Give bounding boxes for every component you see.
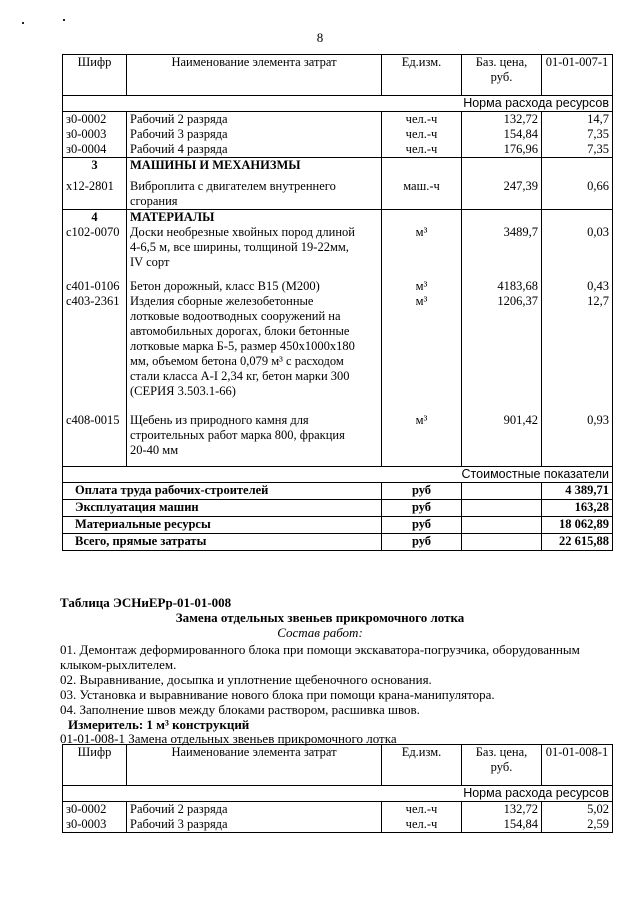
table-row: с403-2361 Изделия сборные железобетонные лотковые водоотводных сооружений на автомобильных дорогах, блоки бетонные лотковые марка Б-5, размер 450х1000х180 мм, объемом бетона 0,079 м³ с расходом стали класса А-I 2,34 кг, бетон марки 300 (СЕРИЯ 3.503.1-66) м³ 1206,37 12,7: [63, 294, 613, 399]
table-row: х12-2801 Виброплита с двигателем внутреннего сгорания маш.-ч 247,39 0,66: [63, 173, 613, 210]
totals-row: Оплата труда рабочих-строителей руб 4 389,71: [63, 483, 613, 500]
totals-row: Материальные ресурсы руб 18 062,89: [63, 517, 613, 534]
section-subtitle: Замена отдельных звеньев прикромочного лотка: [175, 610, 465, 625]
resource-table-01-01-007-1: [62, 54, 613, 551]
col-unit-header: Ед.изм.: [382, 55, 462, 96]
table-id-header: 01-01-008-1: [542, 745, 613, 786]
scan-mark: [63, 19, 65, 21]
totals-row: Всего, прямые затраты руб 22 615,88: [63, 534, 613, 551]
norm-label: Норма расхода ресурсов: [63, 96, 613, 112]
work-line: 01. Демонтаж деформированного блока при помощи экскаватора-погрузчика, оборудованным: [60, 642, 580, 657]
item-line: 01-01-008-1 Замена отдельных звеньев прикромочного лотка: [60, 731, 397, 746]
table-title: Таблица ЭСНиЕРр-01-01-008: [60, 595, 232, 610]
work-line: клыком-рыхлителем.: [60, 657, 177, 672]
table-id-header: 01-01-007-1: [542, 55, 613, 96]
table-row: с102-0070 Доски необрезные хвойных пород длиной 4-6,5 м, все ширины, толщиной 19-22мм, IV сорт м³ 3489,7 0,03: [63, 225, 613, 270]
col-price-header: Баз. цена, руб.: [462, 55, 542, 96]
col-price-header: Баз. цена, руб.: [462, 745, 542, 786]
work-line: 03. Установка и выравнивание нового блока при помощи крана-манипулятора.: [60, 687, 495, 702]
page-number: 8: [316, 30, 324, 45]
table-header: [63, 745, 613, 786]
col-name-header: Наименование элемента затрат: [127, 745, 382, 786]
resource-table-01-01-008-1: [62, 744, 613, 833]
cost-label: Стоимостные показатели: [63, 467, 613, 483]
table-row: з0-0004 Рабочий 4 разряда чел.-ч 176,96 7,35: [63, 142, 613, 158]
col-name-header: Наименование элемента затрат: [127, 55, 382, 96]
table-row: с408-0015 Щебень из природного камня для строительных работ марка 800, фракция 20-40 мм м³ 901,42 0,93: [63, 399, 613, 458]
table-row: з0-0003 Рабочий 3 разряда чел.-ч 154,84 2,59: [63, 817, 613, 833]
col-code-header: Шифр: [63, 745, 127, 786]
section-header-materials: 4 МАТЕРИАЛЫ: [63, 210, 613, 226]
scan-mark: [22, 22, 24, 24]
table-header: [63, 55, 613, 96]
work-title: Состав работ:: [277, 625, 363, 640]
table-row: з0-0002 Рабочий 2 разряда чел.-ч 132,72 5,02: [63, 802, 613, 818]
work-line: 04. Заполнение швов между блоками раствором, расшивка швов.: [60, 702, 420, 717]
table-row: з0-0002 Рабочий 2 разряда чел.-ч 132,72 14,7: [63, 112, 613, 128]
table-row: с401-0106 Бетон дорожный, класс В15 (М200) м³ 4183,68 0,43: [63, 270, 613, 294]
col-code-header: Шифр: [63, 55, 127, 96]
work-line: 02. Выравнивание, досыпка и уплотнение щебеночного основания.: [60, 672, 432, 687]
table-row: з0-0003 Рабочий 3 разряда чел.-ч 154,84 7,35: [63, 127, 613, 142]
section-header-machines: 3 МАШИНЫ И МЕХАНИЗМЫ: [63, 158, 613, 174]
col-unit-header: Ед.изм.: [382, 745, 462, 786]
norm-label: Норма расхода ресурсов: [63, 786, 613, 802]
measure-line: Измеритель: 1 м³ конструкций: [68, 717, 250, 732]
totals-row: Эксплуатация машин руб 163,28: [63, 500, 613, 517]
